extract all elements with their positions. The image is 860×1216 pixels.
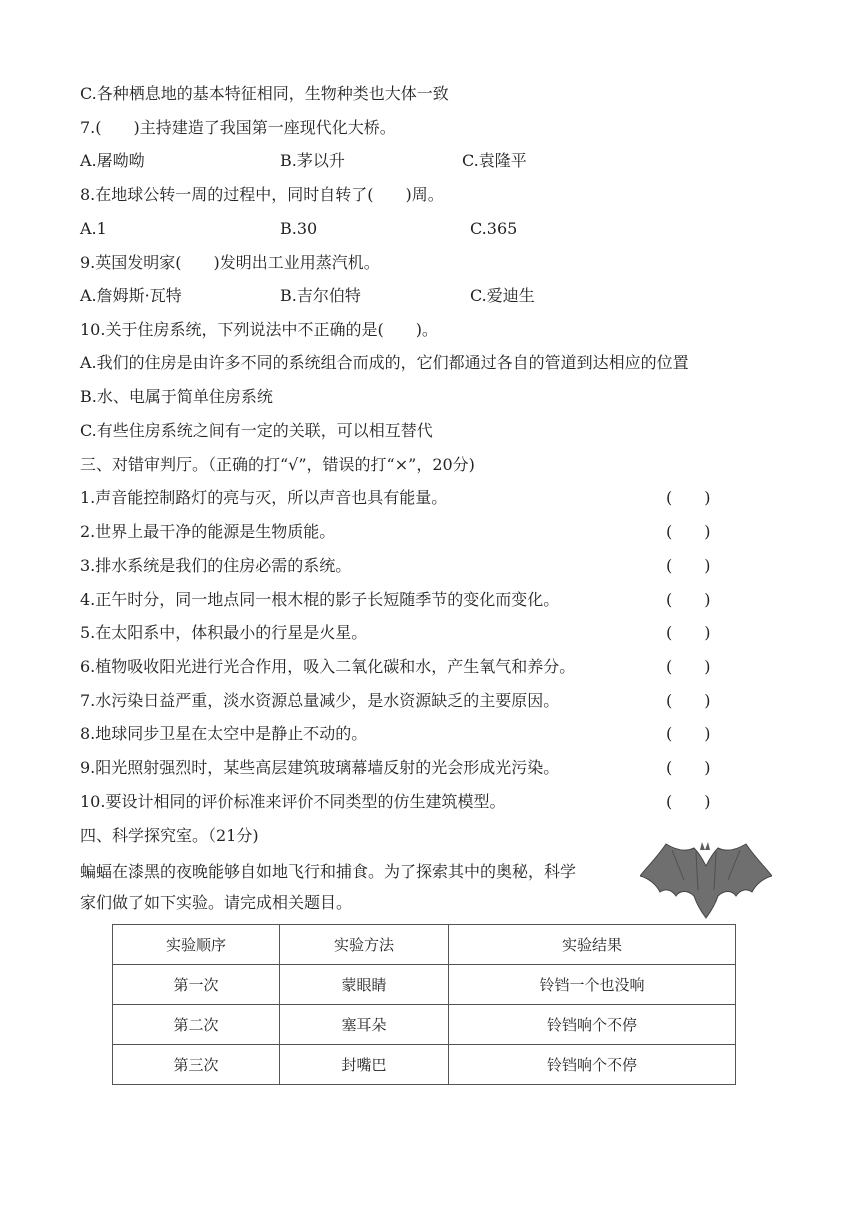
q8-option-a: A.1 [80, 219, 107, 238]
judgment-item: 2.世界上最干净的能源是生物质能。 [80, 522, 336, 541]
judgment-item: 4.正午时分，同一地点同一根木棍的影子长短随季节的变化而变化。 [80, 590, 560, 609]
table-header-row [113, 925, 736, 965]
table-cell: 封嘴巴 [280, 1045, 449, 1085]
answer-paren: ( ) [666, 691, 711, 710]
q9-option-c: C.爱迪生 [470, 286, 535, 305]
q7-option-c: C.袁隆平 [462, 151, 527, 170]
table-cell: 蒙眼睛 [280, 965, 449, 1005]
table-cell: 第二次 [113, 1005, 280, 1045]
judgment-item: 9.阳光照射强烈时，某些高层建筑玻璃幕墙反射的光会形成光污染。 [80, 758, 560, 777]
table-cell: 铃铛响个不停 [449, 1045, 736, 1085]
judgment-item: 6.植物吸收阳光进行光合作用，吸入二氧化碳和水，产生氧气和养分。 [80, 657, 576, 676]
q9-option-a: A.詹姆斯·瓦特 [80, 286, 182, 305]
table-cell: 第三次 [113, 1045, 280, 1085]
question-9: 9.英国发明家( )发明出工业用蒸汽机。 [80, 253, 380, 272]
q9-option-b: B.吉尔伯特 [280, 286, 361, 305]
q10-option-a: A.我们的住房是由许多不同的系统组合而成的，它们都通过各自的管道到达相应的位置 [80, 353, 689, 372]
answer-paren: ( ) [666, 522, 711, 541]
table-cell: 第一次 [113, 965, 280, 1005]
section-3-heading: 三、对错审判厅。（正确的打“√”，错误的打“×”，20分) [80, 455, 475, 474]
judgment-item: 8.地球同步卫星在太空中是静止不动的。 [80, 724, 368, 743]
question-10: 10.关于住房系统，下列说法中不正确的是( )。 [80, 320, 438, 339]
bat-intro-line-2: 家们做了如下实验。请完成相关题目。 [80, 893, 353, 912]
table-cell: 铃铛响个不停 [449, 1005, 736, 1045]
answer-paren: ( ) [666, 758, 711, 777]
bat-icon [640, 836, 772, 920]
table-cell: 铃铛一个也没响 [449, 965, 736, 1005]
judgment-item: 10.要设计相同的评价标准来评价不同类型的仿生建筑模型。 [80, 792, 506, 811]
table-cell: 塞耳朵 [280, 1005, 449, 1045]
answer-paren: ( ) [666, 657, 711, 676]
answer-paren: ( ) [666, 724, 711, 743]
table-header-cell: 实验方法 [280, 925, 449, 965]
table-row [113, 965, 736, 1005]
judgment-item: 3.排水系统是我们的住房必需的系统。 [80, 556, 352, 575]
table-row [113, 1045, 736, 1085]
q8-option-c: C.365 [470, 219, 518, 238]
section-4-heading: 四、科学探究室。（21分) [80, 826, 259, 845]
answer-paren: ( ) [666, 488, 711, 507]
judgment-item: 1.声音能控制路灯的亮与灭，所以声音也具有能量。 [80, 488, 448, 507]
line-c-habitat: C.各种栖息地的基本特征相同，生物种类也大体一致 [80, 84, 449, 103]
q7-option-a: A.屠呦呦 [80, 151, 145, 170]
q7-option-b: B.茅以升 [280, 151, 345, 170]
answer-paren: ( ) [666, 590, 711, 609]
answer-paren: ( ) [666, 792, 711, 811]
table-row [113, 1005, 736, 1045]
experiment-table [112, 924, 736, 1085]
judgment-item: 7.水污染日益严重，淡水资源总量减少，是水资源缺乏的主要原因。 [80, 691, 560, 710]
answer-paren: ( ) [666, 623, 711, 642]
answer-paren: ( ) [666, 556, 711, 575]
judgment-item: 5.在太阳系中，体积最小的行星是火星。 [80, 623, 368, 642]
table-header-cell: 实验结果 [449, 925, 736, 965]
q10-option-b: B.水、电属于简单住房系统 [80, 387, 273, 406]
question-8: 8.在地球公转一周的过程中，同时自转了( )周。 [80, 185, 444, 204]
bat-intro-line-1: 蝙蝠在漆黑的夜晚能够自如地飞行和捕食。为了探索其中的奥秘，科学 [80, 862, 577, 881]
question-7: 7.( )主持建造了我国第一座现代化大桥。 [80, 118, 396, 137]
q8-option-b: B.30 [280, 219, 318, 238]
table-header-cell: 实验顺序 [113, 925, 280, 965]
q10-option-c: C.有些住房系统之间有一定的关联，可以相互替代 [80, 421, 433, 440]
